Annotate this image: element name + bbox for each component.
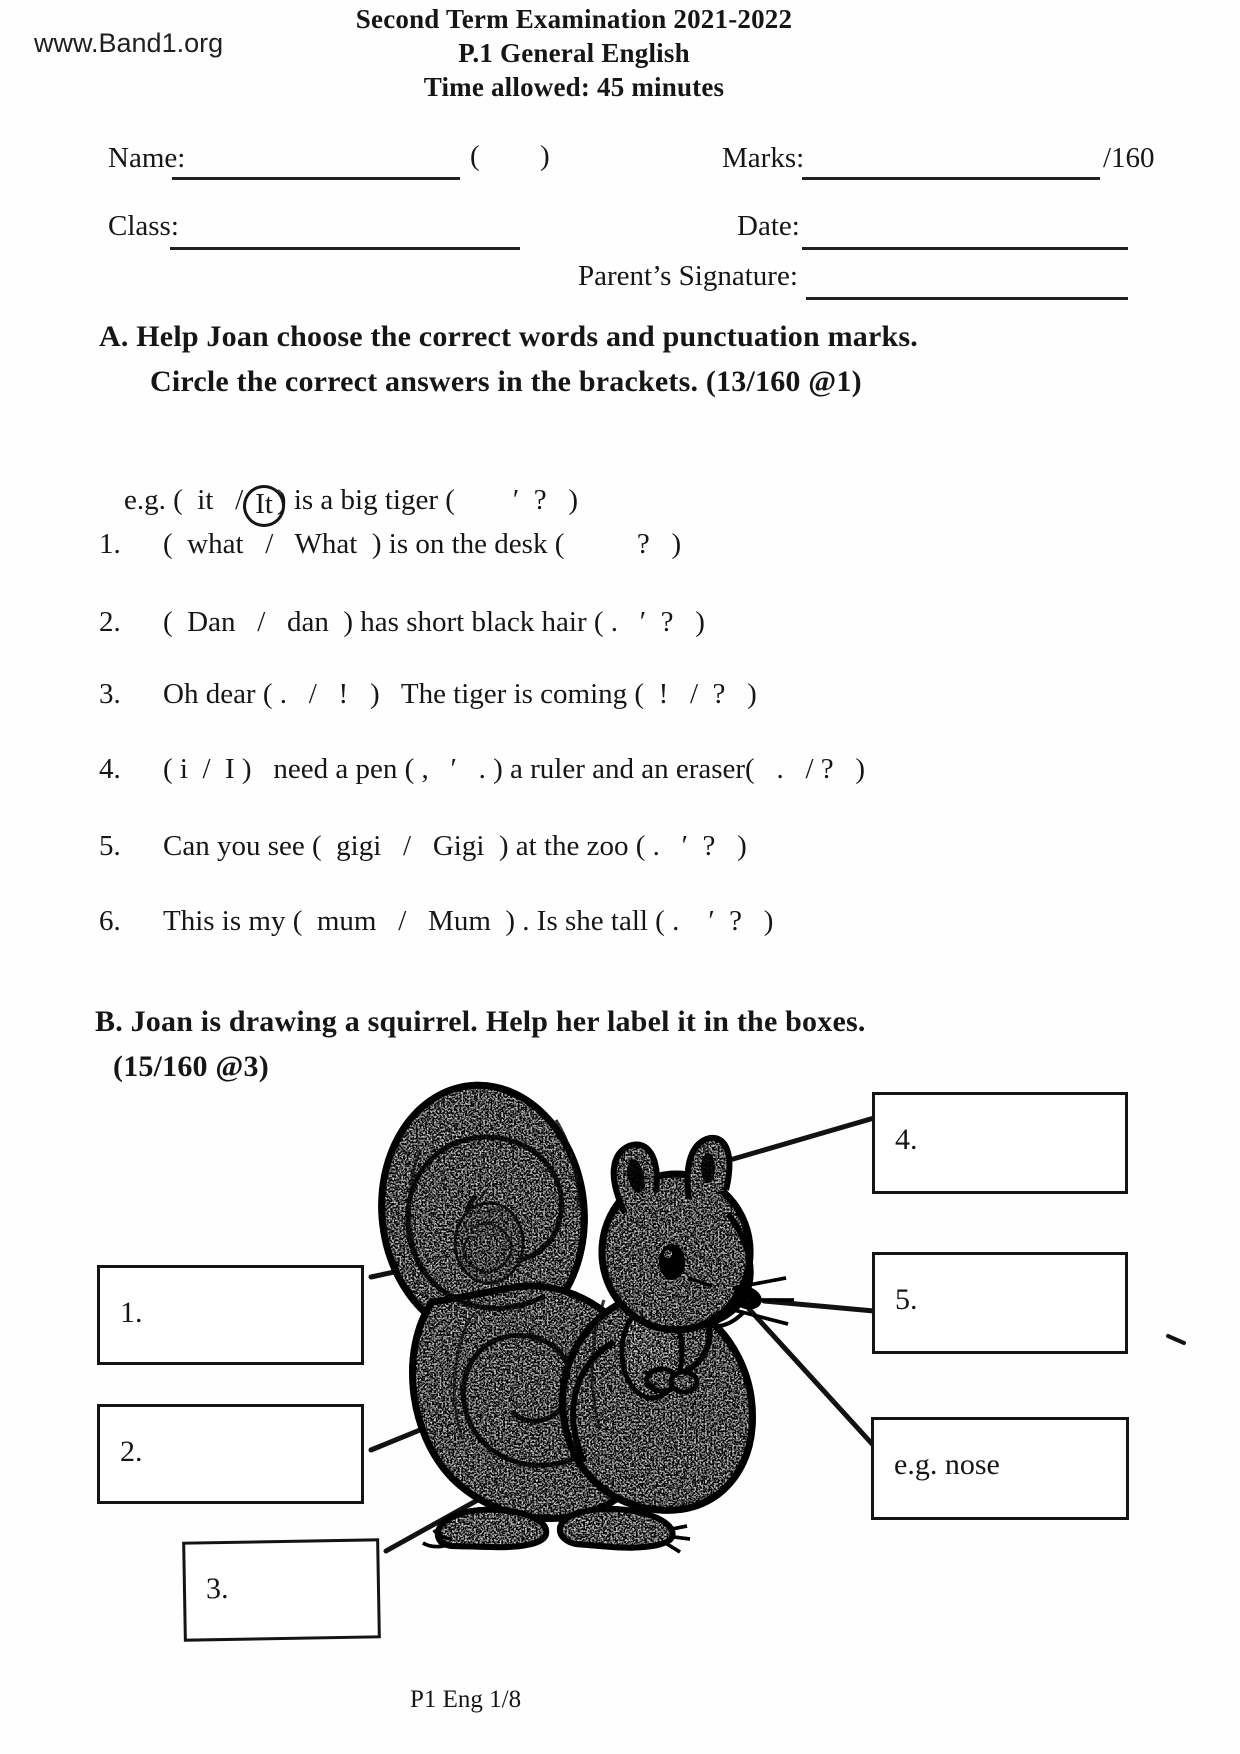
line-egbox-nose xyxy=(749,1309,874,1446)
class-no-paren-close: ) xyxy=(540,140,550,172)
question-number: 5. xyxy=(99,830,121,862)
section-a-heading-line1: A. Help Joan choose the correct words and punctuation marks. xyxy=(99,320,918,353)
label-box-1-number: 1. xyxy=(120,1296,143,1329)
question-text: ( what / What ) is on the desk ( ? ) xyxy=(163,528,682,560)
marks-label: Marks: xyxy=(722,142,805,174)
class-label: Class: xyxy=(108,210,179,242)
label-box-2-number: 2. xyxy=(120,1435,143,1468)
question-text: Can you see ( gigi / Gigi ) at the zoo ( . ′ ? ) xyxy=(163,830,747,862)
label-box-2[interactable] xyxy=(97,1404,364,1504)
label-box-4[interactable] xyxy=(872,1092,1128,1194)
section-b-heading-line2: (15/160 @3) xyxy=(113,1050,269,1083)
label-box-5-number: 5. xyxy=(895,1283,918,1316)
question-text: This is my ( mum / Mum ) . Is she tall ( . ′ ? ) xyxy=(163,905,774,937)
question-number: 2. xyxy=(99,606,121,638)
label-box-4-number: 4. xyxy=(895,1123,918,1156)
question-number: 4. xyxy=(99,753,121,785)
label-box-3[interactable] xyxy=(182,1538,381,1641)
time-allowed: Time allowed: 45 minutes xyxy=(423,72,725,102)
label-box-example-text: e.g. nose xyxy=(894,1448,1000,1481)
exam-subject: P.1 General English xyxy=(458,38,690,68)
example-suffix: ) is a big tiger ( ′ ? ) xyxy=(276,484,579,516)
circled-answer: It xyxy=(243,485,285,527)
label-box-5[interactable] xyxy=(872,1252,1128,1354)
line-box5-nose xyxy=(764,1301,874,1311)
class-no-paren-open: ( xyxy=(470,140,480,172)
example-prefix: e.g. ( it / xyxy=(124,484,244,516)
label-box-example-nose xyxy=(871,1417,1129,1520)
stray-mark xyxy=(1168,1336,1184,1343)
page-footer: P1 Eng 1/8 xyxy=(410,1686,522,1713)
question-text: Oh dear ( . / ! ) The tiger is coming ( ! / ? ) xyxy=(163,678,757,710)
date-label: Date: xyxy=(737,210,800,242)
label-box-3-number: 3. xyxy=(205,1571,229,1606)
name-label: Name: xyxy=(108,142,186,174)
section-a-heading-line2: Circle the correct answers in the brackets. (13/160 @1) xyxy=(150,365,862,398)
watermark-url: www.Band1.org xyxy=(34,28,224,58)
squirrel-drawing xyxy=(369,1075,794,1552)
line-box4-ear xyxy=(716,1118,874,1164)
question-text: ( Dan / dan ) has short black hair ( . ′ ? ) xyxy=(163,606,705,638)
section-b-heading-line1: B. Joan is drawing a squirrel. Help her label it in the boxes. xyxy=(95,1005,866,1038)
label-box-1[interactable] xyxy=(97,1265,364,1365)
question-number: 6. xyxy=(99,905,121,937)
question-number: 3. xyxy=(99,678,121,710)
exam-title: Second Term Examination 2021-2022 xyxy=(355,4,793,34)
question-text: ( i / I ) need a pen ( , ′ . ) a ruler and an eraser( . / ? ) xyxy=(163,753,866,785)
question-number: 1. xyxy=(99,528,121,560)
marks-total: /160 xyxy=(1103,142,1155,174)
parent-signature-label: Parent’s Signature: xyxy=(578,260,798,292)
